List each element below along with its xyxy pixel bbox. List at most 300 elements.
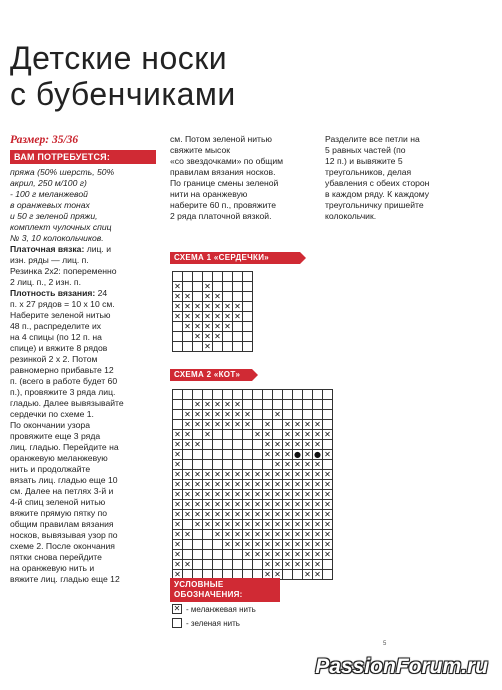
melange-stitch-cell: ✕ [264,449,271,459]
instruction-line: наберите 60 п., провяжите [170,200,276,210]
green-stitch-cell [183,450,193,460]
melange-stitch-cell: ✕ [194,499,201,509]
melange-stitch-cell: ✕ [214,479,221,489]
melange-stitch-cell: ✕ [174,559,181,569]
melange-stitch-cell: ✕ [264,509,271,519]
grid-row [173,342,253,352]
melange-stitch-cell: ✕ [174,281,181,291]
melange-stitch-cell: ✕ [204,311,211,321]
melange-stitch-cell: ✕ [174,549,181,559]
green-stitch-cell [223,560,233,570]
grid-row [173,470,333,480]
green-stitch-cell [293,400,303,410]
green-stitch-cell [203,550,213,560]
materials-heading: ВАМ ПОТРЕБУЕТСЯ: [10,150,156,164]
melange-stitch-cell: ✕ [314,559,321,569]
green-stitch-cell [223,460,233,470]
melange-stitch-cell: ✕ [174,489,181,499]
column-3 [325,134,475,222]
legend-heading-line-2: ОБОЗНАЧЕНИЯ: [174,590,243,599]
green-stitch-cell [203,440,213,450]
green-stitch-cell [243,440,253,450]
green-stitch-cell [323,390,333,400]
melange-stitch-cell: ✕ [194,321,201,331]
green-stitch-cell [213,440,223,450]
melange-stitch-cell: ✕ [274,459,281,469]
green-stitch-cell [243,450,253,460]
melange-stitch-cell: ✕ [204,321,211,331]
materials-line: пряжа (50% шерсть, 50% [10,167,115,177]
melange-stitch-cell: ✕ [184,509,191,519]
melange-stitch-cell: ✕ [294,529,301,539]
melange-stitch-cell: ✕ [244,409,251,419]
melange-stitch-cell: ✕ [194,419,201,429]
melange-stitch-cell: ✕ [314,459,321,469]
instruction-line: Разделите все петли на [325,134,420,144]
instruction-line: вязать лиц. гладью еще 10 [10,475,118,485]
melange-stitch-cell: ✕ [174,311,181,321]
melange-stitch-cell: ✕ [204,301,211,311]
grid-row [173,430,333,440]
materials-line: комплект чулочных спиц [10,222,112,232]
green-stitch-cell [223,450,233,460]
rib-line-1: Резинка 2х2: попеременно [10,266,117,276]
green-stitch-cell [243,292,253,302]
melange-stitch-cell: ✕ [244,489,251,499]
green-stitch-cell [263,390,273,400]
melange-stitch-cell: ✕ [314,469,321,479]
green-stitch-cell [183,520,193,530]
melange-stitch-cell: ✕ [314,419,321,429]
green-stitch-cell [183,332,193,342]
green-stitch-cell [323,570,333,580]
title-line-2: с бубенчиками [10,76,236,112]
melange-stitch-cell: ✕ [234,519,241,529]
green-stitch-cell [303,390,313,400]
melange-stitch-cell: ✕ [224,399,231,409]
melange-stitch-cell: ✕ [274,509,281,519]
melange-stitch-cell: ✕ [204,419,211,429]
materials-line: акрил, 250 м/100 г) [10,178,87,188]
green-stitch-cell [193,272,203,282]
melange-stitch-cell: ✕ [324,449,331,459]
melange-stitch-cell: ✕ [214,399,221,409]
melange-stitch-cell: ✕ [304,539,311,549]
green-stitch-cell [313,400,323,410]
melange-stitch-cell: ✕ [194,409,201,419]
density-text: 24 [95,288,108,298]
grid-row [173,390,333,400]
melange-stitch-cell: ✕ [284,539,291,549]
grid-row [173,420,333,430]
melange-stitch-cell: ✕ [314,489,321,499]
melange-stitch-cell: ✕ [294,469,301,479]
density-line [10,288,160,299]
melange-stitch-cell: ✕ [174,429,181,439]
green-stitch-cell [193,450,203,460]
melange-stitch-cell: ✕ [214,519,221,529]
melange-stitch-cell: ✕ [304,469,311,479]
melange-stitch-cell: ✕ [274,469,281,479]
melange-stitch-cell: ✕ [284,439,291,449]
melange-stitch-cell: ✕ [184,429,191,439]
melange-stitch-cell: ✕ [174,301,181,311]
melange-stitch-cell: ✕ [174,569,181,579]
materials-line: № 3, 10 колокольчиков. [10,233,104,243]
melange-stitch-cell: ✕ [314,479,321,489]
melange-stitch-cell: ✕ [274,439,281,449]
melange-stitch-cell: ✕ [214,529,221,539]
melange-stitch-cell: ✕ [324,489,331,499]
melange-stitch-cell: ✕ [304,529,311,539]
instruction-line: в каждом ряду. К каждому [325,189,430,199]
melange-stitch-cell: ✕ [254,529,261,539]
cross-icon: ✕ [173,604,181,613]
green-stitch-cell [253,420,263,430]
melange-stitch-cell: ✕ [214,489,221,499]
melange-stitch-cell: ✕ [224,321,231,331]
melange-stitch-cell: ✕ [184,469,191,479]
legend-green [172,618,240,628]
green-stitch-cell [213,560,223,570]
green-stitch-cell [253,390,263,400]
green-stitch-cell [243,302,253,312]
green-stitch-cell [173,390,183,400]
melange-stitch-cell: ✕ [284,459,291,469]
grid-row [173,560,333,570]
green-stitch-cell [293,390,303,400]
instruction-line: п. (всего в работе будет 60 [10,376,118,386]
melange-stitch-cell: ✕ [224,419,231,429]
grid-row [173,312,253,322]
melange-stitch-cell: ✕ [274,449,281,459]
instruction-line: 4-й спиц зеленой нитью [10,497,106,507]
melange-stitch-cell: ✕ [184,489,191,499]
plain-knit-text-2: изн. ряды — лиц. п. [10,255,89,265]
green-stitch-cell [233,440,243,450]
melange-stitch-cell: ✕ [214,311,221,321]
instruction-line: 5 равных частей (по [325,145,406,155]
instruction-line: на оранжевую нить и [10,563,95,573]
melange-stitch-cell: ✕ [224,539,231,549]
grid-row [173,450,333,460]
materials-line: в оранжевых тонах [10,200,90,210]
melange-stitch-cell: ✕ [204,519,211,529]
size-label: Размер: 35/36 [10,134,79,146]
green-stitch-cell [183,342,193,352]
melange-stitch-cell: ✕ [264,499,271,509]
melange-stitch-cell: ✕ [284,429,291,439]
melange-stitch-cell: ✕ [294,429,301,439]
green-stitch-cell [223,390,233,400]
green-stitch-cell [233,390,243,400]
melange-stitch-cell: ✕ [294,559,301,569]
instruction-line: треугольничку пришейте [325,200,424,210]
melange-stitch-cell: ✕ [224,311,231,321]
melange-stitch-cell: ✕ [184,529,191,539]
plain-knit-text: лиц. и [84,244,112,254]
green-stitch-cell [293,570,303,580]
grid-row [173,302,253,312]
green-stitch-cell [253,560,263,570]
instruction-line: По окончании узора [10,420,90,430]
melange-stitch-cell: ✕ [174,459,181,469]
green-stitch-cell [183,390,193,400]
green-stitch-cell [243,322,253,332]
melange-stitch-cell: ✕ [204,479,211,489]
legend-heading-line-1: УСЛОВНЫЕ [174,580,224,589]
green-stitch-cell [193,430,203,440]
melange-stitch-cell: ✕ [214,499,221,509]
melange-stitch-cell: ✕ [244,539,251,549]
melange-stitch-cell: ✕ [174,479,181,489]
green-stitch-cell [273,430,283,440]
melange-stitch-cell: ✕ [294,509,301,519]
melange-stitch-cell: ✕ [194,509,201,519]
green-stitch-cell [213,460,223,470]
melange-stitch-cell: ✕ [224,301,231,311]
grid-row [173,332,253,342]
green-stitch-cell [303,400,313,410]
melange-stitch-cell: ✕ [314,549,321,559]
grid-row [173,550,333,560]
instruction-line: Наберите зеленой нитью [10,310,111,320]
page-title [10,40,310,112]
instruction-line: пятки снова перейдите [10,552,102,562]
green-stitch-cell [313,410,323,420]
green-stitch-cell [203,530,213,540]
melange-stitch-cell: ✕ [314,519,321,529]
grid-row [173,480,333,490]
grid-row [173,510,333,520]
green-stitch-cell [233,282,243,292]
green-stitch-cell [323,400,333,410]
instruction-line: спице) и вяжите 8 рядов [10,343,108,353]
melange-stitch-cell: ✕ [234,479,241,489]
melange-stitch-cell: ✕ [274,529,281,539]
scheme-2-grid [172,389,333,580]
melange-stitch-cell: ✕ [174,519,181,529]
green-stitch-cell [283,390,293,400]
green-stitch-cell [193,530,203,540]
green-stitch-cell [183,460,193,470]
melange-stitch-cell: ✕ [254,429,261,439]
green-stitch-cell [253,450,263,460]
green-stitch-cell [253,410,263,420]
empty-square-icon [172,618,182,628]
melange-stitch-cell: ✕ [204,509,211,519]
green-stitch-cell [233,272,243,282]
melange-stitch-cell: ✕ [224,489,231,499]
green-stitch-cell [243,390,253,400]
melange-stitch-cell: ✕ [204,341,211,351]
column-1 [10,167,160,585]
legend-melange-label: - меланжевая нить [186,604,256,614]
instruction-line: лиц. гладью. Перейдите на [10,442,119,452]
melange-stitch-cell: ✕ [224,529,231,539]
green-stitch-cell [233,292,243,302]
melange-stitch-cell: ✕ [224,469,231,479]
green-stitch-cell [243,400,253,410]
melange-stitch-cell: ✕ [244,519,251,529]
melange-stitch-cell: ✕ [184,439,191,449]
instruction-line: на 4 спицы (по 12 п. на [10,332,102,342]
instruction-line: вяжите лиц. гладью еще 12 [10,574,120,584]
melange-stitch-cell: ✕ [194,479,201,489]
melange-stitch-cell: ✕ [244,549,251,559]
green-stitch-cell [173,410,183,420]
melange-stitch-cell: ✕ [294,539,301,549]
melange-stitch-cell: ✕ [314,429,321,439]
green-stitch-cell [213,550,223,560]
green-stitch-cell [323,460,333,470]
melange-stitch-cell: ✕ [304,519,311,529]
melange-stitch-cell: ✕ [324,429,331,439]
green-stitch-cell [193,292,203,302]
melange-stitch-cell: ✕ [214,331,221,341]
legend-heading [170,578,280,602]
green-stitch-cell [193,390,203,400]
melange-stitch-cell: ✕ [294,419,301,429]
melange-stitch-cell: ✕ [184,499,191,509]
green-stitch-cell [233,342,243,352]
green-stitch-cell [313,390,323,400]
green-stitch-cell [223,332,233,342]
eye-stitch-cell: ● [314,449,321,459]
green-stitch-cell [243,282,253,292]
melange-stitch-cell: ✕ [284,449,291,459]
instruction-line: 48 п., распределите их [10,321,102,331]
melange-stitch-cell: ✕ [284,519,291,529]
green-stitch-cell [193,560,203,570]
green-stitch-cell [253,400,263,410]
melange-stitch-cell: ✕ [204,429,211,439]
green-stitch-cell [263,410,273,420]
melange-stitch-cell: ✕ [244,499,251,509]
rib-line-2: 2 лиц. п., 2 изн. п. [10,277,81,287]
melange-stitch-cell: ✕ [244,479,251,489]
melange-stitch-cell: ✕ [174,469,181,479]
melange-stitch-cell: ✕ [304,459,311,469]
melange-stitch-cell: ✕ [304,499,311,509]
green-stitch-cell [213,450,223,460]
green-stitch-cell [213,390,223,400]
page-number: 5 [383,641,387,647]
melange-stitch-cell: ✕ [264,569,271,579]
melange-stitch-cell: ✕ [304,429,311,439]
green-stitch-cell [243,272,253,282]
melange-stitch-cell: ✕ [184,419,191,429]
melange-stitch-cell: ✕ [294,479,301,489]
melange-stitch-cell: ✕ [234,311,241,321]
melange-stitch-cell: ✕ [264,489,271,499]
melange-stitch-cell: ✕ [254,489,261,499]
melange-stitch-cell: ✕ [294,499,301,509]
green-stitch-cell [253,460,263,470]
melange-stitch-cell: ✕ [264,479,271,489]
melange-stitch-cell: ✕ [234,489,241,499]
melange-stitch-cell: ✕ [314,439,321,449]
instruction-line: убавления с обеих сторон [325,178,430,188]
scheme-1-heading: СХЕМА 1 «СЕРДЕЧКИ» [170,252,300,264]
green-stitch-cell [203,450,213,460]
melange-stitch-cell: ✕ [294,489,301,499]
green-stitch-cell [323,560,333,570]
legend-melange [172,604,256,614]
melange-stitch-cell: ✕ [234,419,241,429]
grid-row [173,410,333,420]
instruction-line: схеме 2. После окончания [10,541,115,551]
instruction-line: вяжите прямую пятку по [10,508,108,518]
melange-stitch-cell: ✕ [274,569,281,579]
green-stitch-cell [263,400,273,410]
melange-stitch-cell: ✕ [324,469,331,479]
green-stitch-cell [223,550,233,560]
melange-stitch-cell: ✕ [304,439,311,449]
melange-stitch-cell: ✕ [244,529,251,539]
green-stitch-cell [233,460,243,470]
instruction-line: треугольников, делая [325,167,412,177]
green-stitch-cell [293,410,303,420]
melange-stitch-cell: ✕ [174,291,181,301]
melange-stitch-cell: ✕ [264,439,271,449]
green-stitch-cell [243,332,253,342]
green-stitch-cell [223,342,233,352]
grid-row [173,282,253,292]
melange-stitch-cell: ✕ [194,331,201,341]
green-stitch-cell [213,430,223,440]
instruction-line: По границе смены зеленой [170,178,279,188]
instruction-line: сердечки по схеме 1. [10,409,94,419]
melange-stitch-cell: ✕ [234,409,241,419]
plain-knit-heading: Платочная вязка: [10,244,85,254]
green-stitch-cell [273,390,283,400]
melange-stitch-cell: ✕ [324,529,331,539]
melange-stitch-cell: ✕ [234,301,241,311]
green-stitch-cell [323,410,333,420]
melange-stitch-cell: ✕ [254,479,261,489]
melange-stitch-cell: ✕ [204,409,211,419]
melange-stitch-cell: ✕ [224,519,231,529]
melange-stitch-cell: ✕ [274,519,281,529]
scheme-1-grid [172,271,253,352]
melange-stitch-cell: ✕ [284,549,291,559]
green-stitch-cell [233,560,243,570]
green-stitch-cell [173,420,183,430]
melange-stitch-cell: ✕ [204,489,211,499]
green-stitch-cell [203,390,213,400]
green-stitch-cell [203,460,213,470]
melange-stitch-cell: ✕ [274,539,281,549]
melange-stitch-cell: ✕ [274,409,281,419]
melange-stitch-cell: ✕ [194,311,201,321]
melange-stitch-cell: ✕ [264,559,271,569]
melange-stitch-cell: ✕ [244,469,251,479]
melange-stitch-cell: ✕ [194,469,201,479]
green-stitch-cell [173,400,183,410]
green-stitch-cell [283,410,293,420]
green-stitch-cell [193,540,203,550]
grid-row [173,490,333,500]
green-stitch-cell [233,332,243,342]
green-stitch-cell [223,282,233,292]
instruction-line: равномерно прибавьте 12 [10,365,114,375]
melange-stitch-cell: ✕ [214,291,221,301]
green-stitch-cell [223,430,233,440]
green-stitch-cell [173,322,183,332]
melange-stitch-cell: ✕ [274,489,281,499]
density-heading: Плотность вязания: [10,288,96,298]
